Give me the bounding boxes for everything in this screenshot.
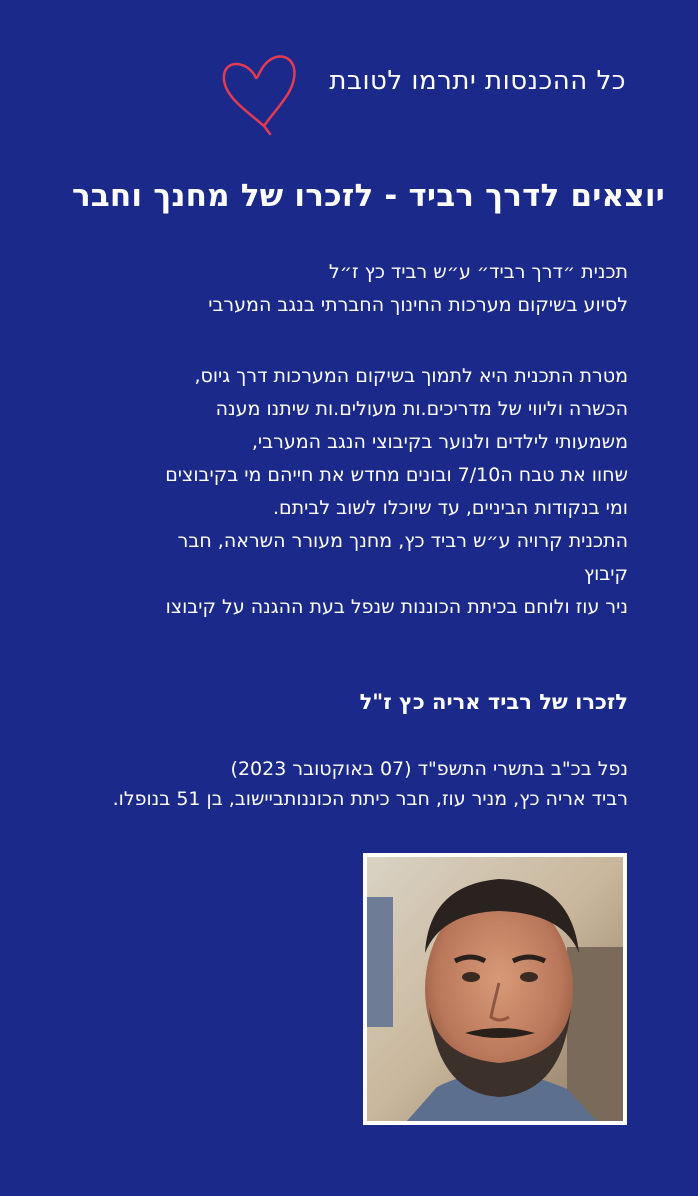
portrait-image [367, 857, 623, 1121]
memorial-line: רביד אריה כץ, מניר עוז, חבר כיתת הכוננותביישוב, בן 51 בנופלו. [112, 788, 628, 810]
goal-line: ניר עוז ולוחם בכיתת הכוננות שנפל בעת ההגנה על קיבוצו [165, 596, 628, 618]
page-title: יוצאים לדרך רביד - לזכרו של מחנך וחבר [71, 178, 665, 214]
goal-line: משמעותי לילדים ולנוער בקיבוצי הנגב המערבי, [251, 431, 628, 453]
goal-line: קיבוץ [583, 563, 628, 585]
goal-line: ומי בנקודות הביניים, עד שיוכלו לשוב לביתם. [272, 497, 628, 519]
goal-line: מטרת התכנית היא לתמוך בשיקום המערכות דרך גיוס, [194, 365, 628, 387]
memorial-details [28, 754, 628, 814]
intro-line: תכנית ״דרך רביד״ ע״ש רביד כץ ז״ל [328, 261, 628, 283]
goal-line: התכנית קרויה ע״ש רביד כץ, מחנך מעורר השראה, חבר [177, 530, 628, 552]
heart-outline-icon [218, 50, 302, 136]
portrait-photo [363, 853, 627, 1125]
goal-line: הכשרה וליווי של מדריכים.ות מעולים.ות שיתנו מענה [215, 398, 628, 420]
memorial-line: נפל בכ"ב בתשרי התשפ"ד (07 באוקטובר 2023) [230, 758, 628, 780]
goal-line: שחוו את טבח ה7/10 ובונים מחדש את חייהם מי בקיבוצים [165, 464, 628, 486]
program-goal [28, 360, 628, 624]
intro-line: לסיוע בשיקום מערכות החינוך החברתי בנגב המערבי [208, 294, 628, 316]
program-intro [28, 256, 628, 322]
memorial-title: לזכרו של רביד אריה כץ ז"ל [359, 690, 628, 714]
donation-tagline: כל ההכנסות יתרמו לטובת [329, 66, 626, 96]
